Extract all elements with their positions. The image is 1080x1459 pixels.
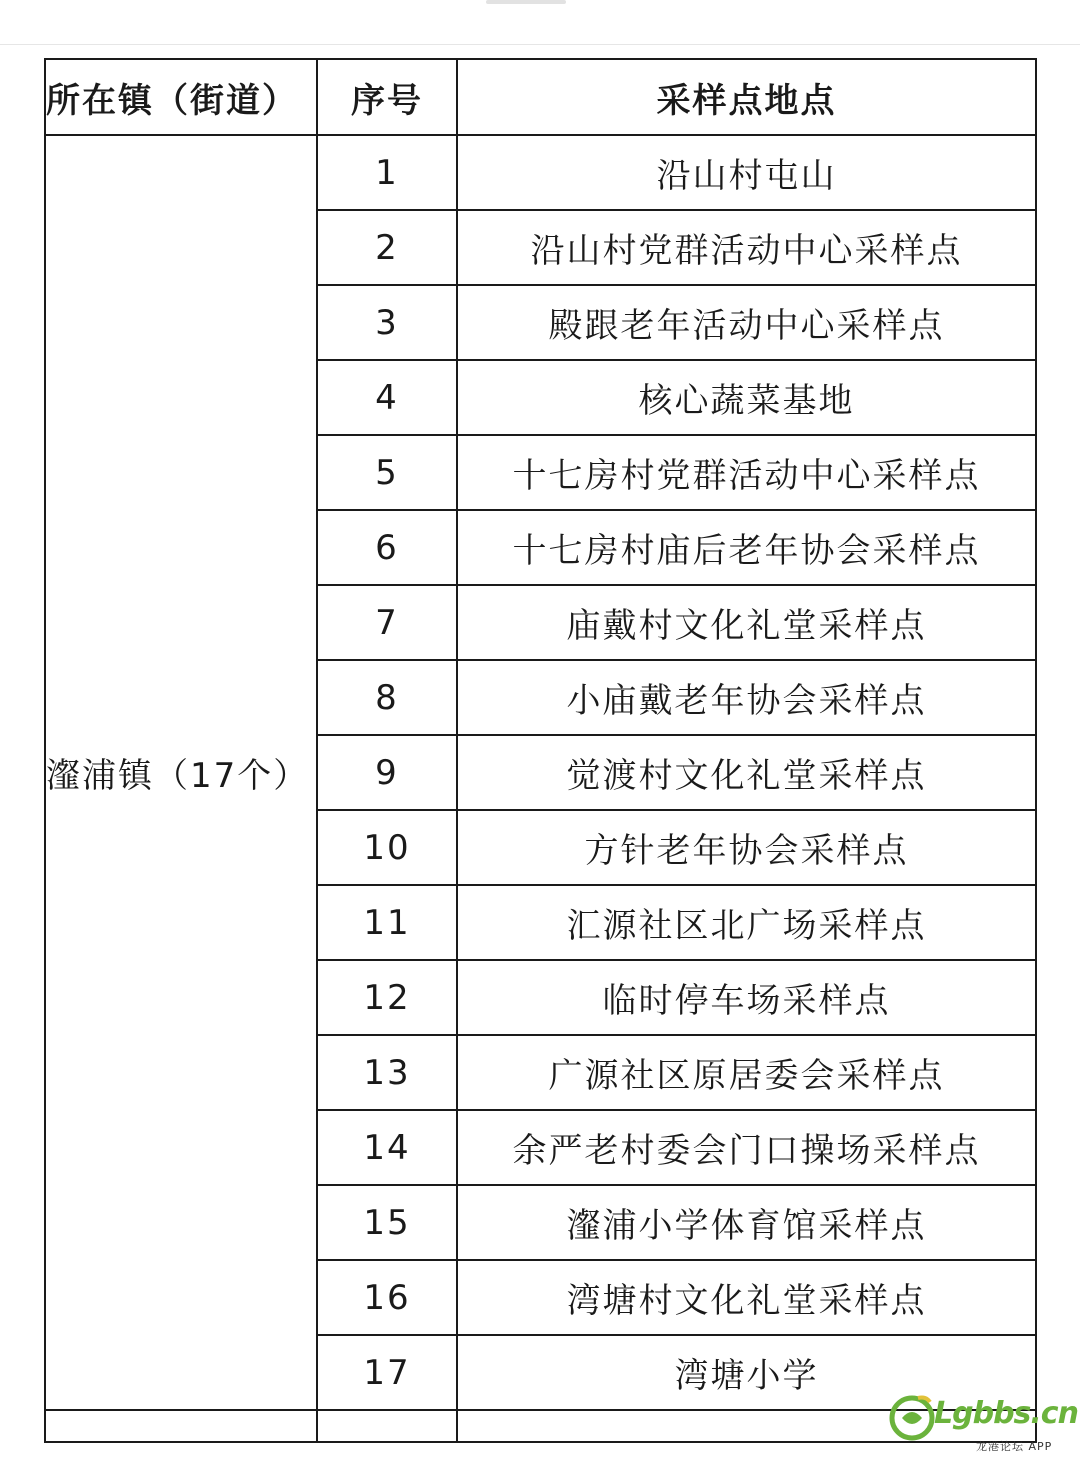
row-site: 沿山村屯山 (457, 135, 1036, 210)
row-number: 5 (317, 435, 457, 510)
row-site: 核心蔬菜基地 (457, 360, 1036, 435)
number-column-header: 序号 (317, 59, 457, 135)
row-site: 小庙戴老年协会采样点 (457, 660, 1036, 735)
row-site: 广源社区原居委会采样点 (457, 1035, 1036, 1110)
watermark-logo-text: Lgbbs.cn (934, 1396, 1078, 1431)
row-number: 12 (317, 960, 457, 1035)
row-number: 17 (317, 1335, 457, 1410)
forum-logo-icon (888, 1394, 936, 1442)
row-number: 11 (317, 885, 457, 960)
empty-cell (45, 1410, 317, 1442)
row-number: 10 (317, 810, 457, 885)
table-header-row (45, 59, 1036, 135)
row-site: 十七房村庙后老年协会采样点 (457, 510, 1036, 585)
town-column-header: 所在镇（街道） (45, 59, 317, 135)
row-number: 9 (317, 735, 457, 810)
row-number: 15 (317, 1185, 457, 1260)
row-number: 2 (317, 210, 457, 285)
row-number: 16 (317, 1260, 457, 1335)
table-row (45, 135, 1036, 210)
watermark-subtitle: 龙港论坛 APP (976, 1440, 1053, 1453)
row-site: 余严老村委会门口操场采样点 (457, 1110, 1036, 1185)
row-number: 8 (317, 660, 457, 735)
top-bar-divider (486, 0, 566, 4)
row-number: 4 (317, 360, 457, 435)
row-number: 14 (317, 1110, 457, 1185)
row-number: 6 (317, 510, 457, 585)
row-number: 1 (317, 135, 457, 210)
row-site: 临时停车场采样点 (457, 960, 1036, 1035)
top-bar (0, 0, 1080, 45)
row-site: 方针老年协会采样点 (457, 810, 1036, 885)
row-site: 汇源社区北广场采样点 (457, 885, 1036, 960)
site-watermark (886, 1382, 1080, 1459)
row-number: 3 (317, 285, 457, 360)
town-cell: 瀣浦镇（17个） (45, 135, 317, 1410)
sampling-sites-table (44, 58, 1037, 1443)
row-site: 湾塘村文化礼堂采样点 (457, 1260, 1036, 1335)
site-column-header: 采样点地点 (457, 59, 1036, 135)
row-site: 湾塘小学 (457, 1335, 1036, 1410)
row-site: 觉渡村文化礼堂采样点 (457, 735, 1036, 810)
row-number: 7 (317, 585, 457, 660)
row-site: 庙戴村文化礼堂采样点 (457, 585, 1036, 660)
row-site: 沿山村党群活动中心采样点 (457, 210, 1036, 285)
row-number: 13 (317, 1035, 457, 1110)
row-site: 十七房村党群活动中心采样点 (457, 435, 1036, 510)
table-body (45, 135, 1036, 1442)
row-site: 瀣浦小学体育馆采样点 (457, 1185, 1036, 1260)
empty-cell (317, 1410, 457, 1442)
row-site: 殿跟老年活动中心采样点 (457, 285, 1036, 360)
